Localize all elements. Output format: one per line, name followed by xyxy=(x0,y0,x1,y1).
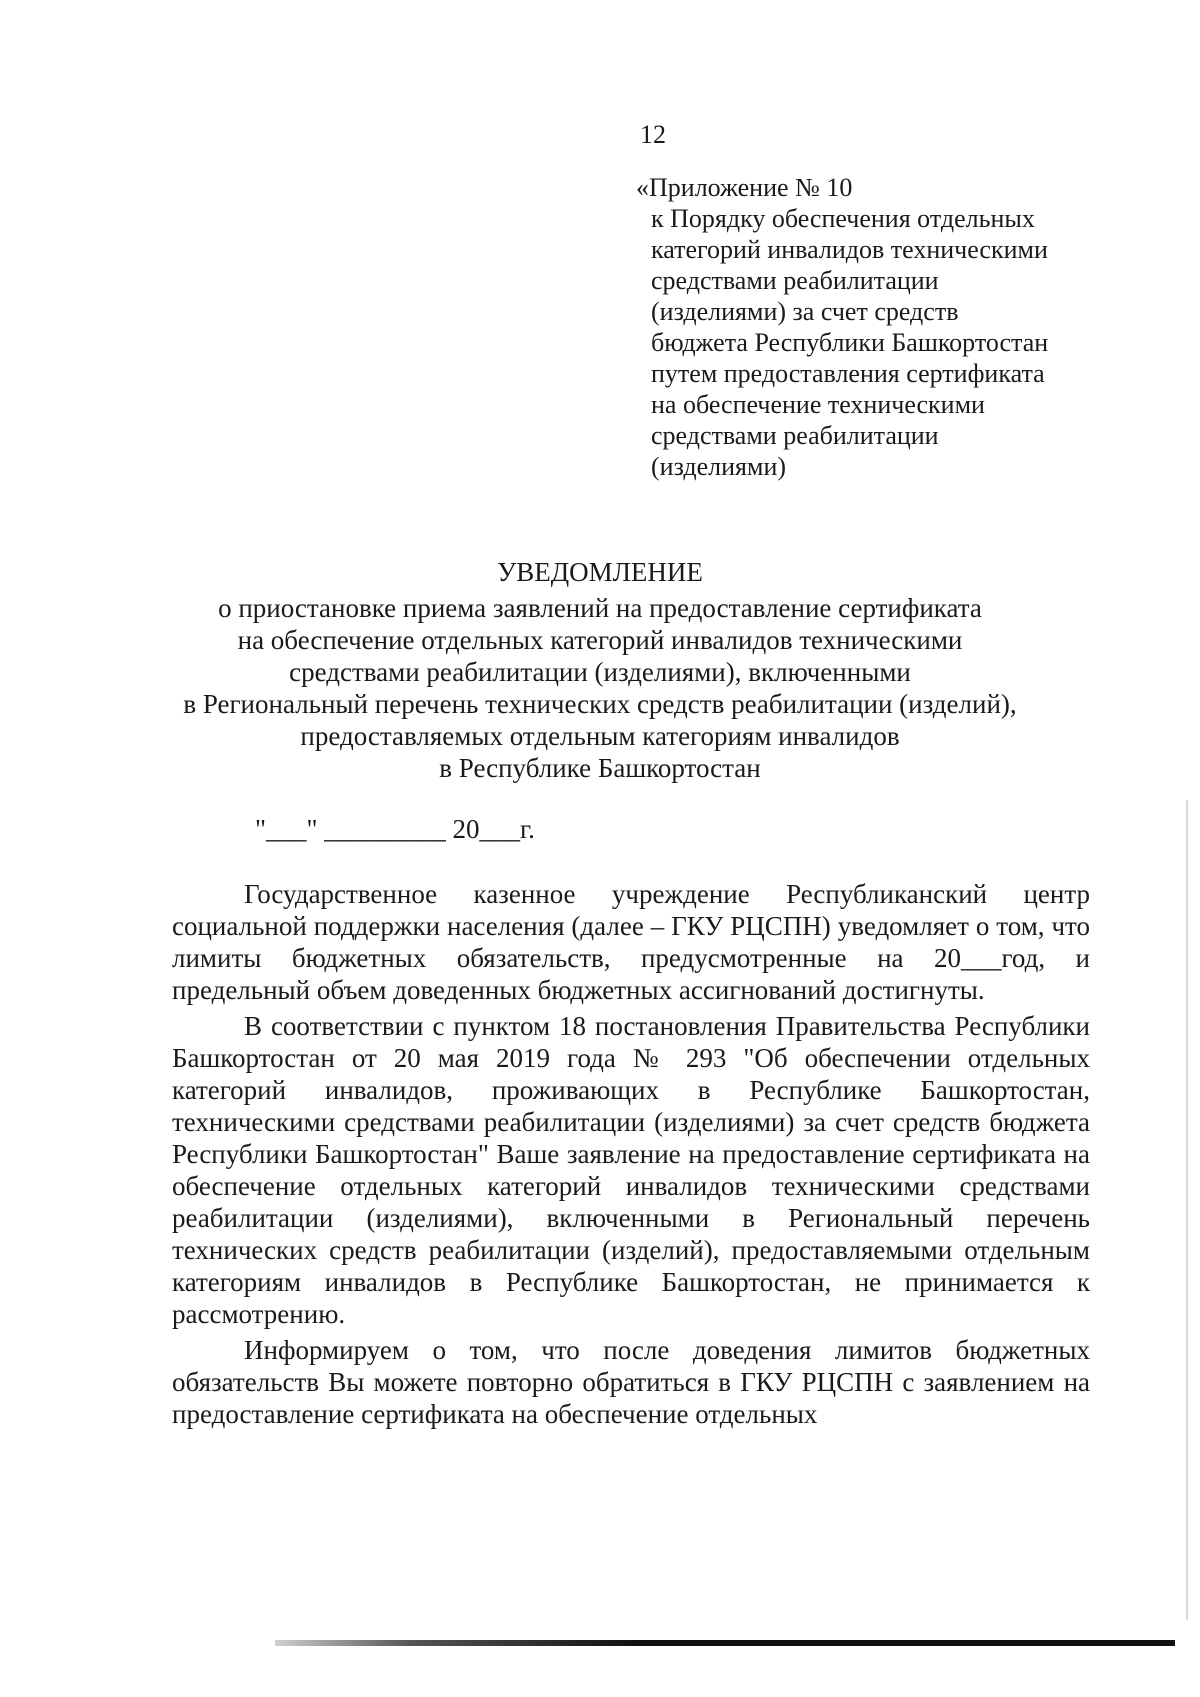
subtitle-line: в Республике Башкортостан xyxy=(439,753,761,783)
appendix-reference xyxy=(636,172,1048,482)
subtitle-line: о приостановке приема заявлений на предоставление сертификата xyxy=(218,593,982,623)
subtitle-line: средствами реабилитации (изделиями), включенными xyxy=(289,657,911,687)
appendix-line: «Приложение № 10 xyxy=(636,173,853,202)
appendix-line: (изделиями) за счет средств xyxy=(651,297,959,326)
subtitle-line: на обеспечение отдельных категорий инвалидов техническими xyxy=(237,625,963,655)
scan-edge-line xyxy=(1186,800,1188,1620)
body-text xyxy=(172,878,1090,1434)
document-subtitle xyxy=(150,592,1050,784)
page-number: 12 xyxy=(640,120,666,149)
subtitle-line: предоставляемых отдельным категориям инвалидов xyxy=(300,721,900,751)
appendix-line: средствами реабилитации xyxy=(651,421,939,450)
appendix-line: бюджета Республики Башкортостан xyxy=(651,328,1049,357)
paragraph-reapply-info: Информируем о том, что после доведения лимитов бюджетных обязательств Вы можете повторно обратиться в ГКУ РЦСПН с заявлением на предоставление сертификата на обеспечение отдельных xyxy=(172,1335,1090,1429)
appendix-line: категорий инвалидов техническими xyxy=(651,235,1048,264)
appendix-line: к Порядку обеспечения отдельных xyxy=(651,204,1035,233)
appendix-line: путем предоставления сертификата xyxy=(651,359,1045,388)
paragraph-limits-reached: Государственное казенное учреждение Республиканский центр социальной поддержки населения (далее – ГКУ РЦСПН) уведомляет о том, что лимиты бюджетных обязательств, предусмотренные на 20___год, и предельный объем доведенных бюджетных ассигнований достигнуты. xyxy=(172,879,1090,1005)
scan-bottom-rule xyxy=(275,1640,1175,1646)
paragraph-application-rejected: В соответствии с пунктом 18 постановления Правительства Республики Башкортостан от 20 мая 2019 года № 293 "Об обеспечении отдельных категорий инвалидов, проживающих в Республике Башкортостан, техническими средствами реабилитации (изделиями) за счет средств бюджета Республики Башкортостан" Ваше заявление на предоставление сертификата на обеспечение отдельных категорий инвалидов техническими средствами реабилитации (изделиями), включенными в Региональный перечень технических средств реабилитации (изделий), предоставляемыми отдельным категориям инвалидов в Республике Башкортостан, не принимается к рассмотрению. xyxy=(172,1011,1090,1329)
appendix-line: (изделиями) xyxy=(651,452,787,481)
appendix-line: на обеспечение техническими xyxy=(651,390,985,419)
appendix-line: средствами реабилитации xyxy=(651,266,939,295)
subtitle-line: в Региональный перечень технических средств реабилитации (изделий), xyxy=(183,689,1017,719)
document-title: УВЕДОМЛЕНИЕ xyxy=(497,557,703,587)
date-line: "___" _________ 20___г. xyxy=(255,814,535,844)
